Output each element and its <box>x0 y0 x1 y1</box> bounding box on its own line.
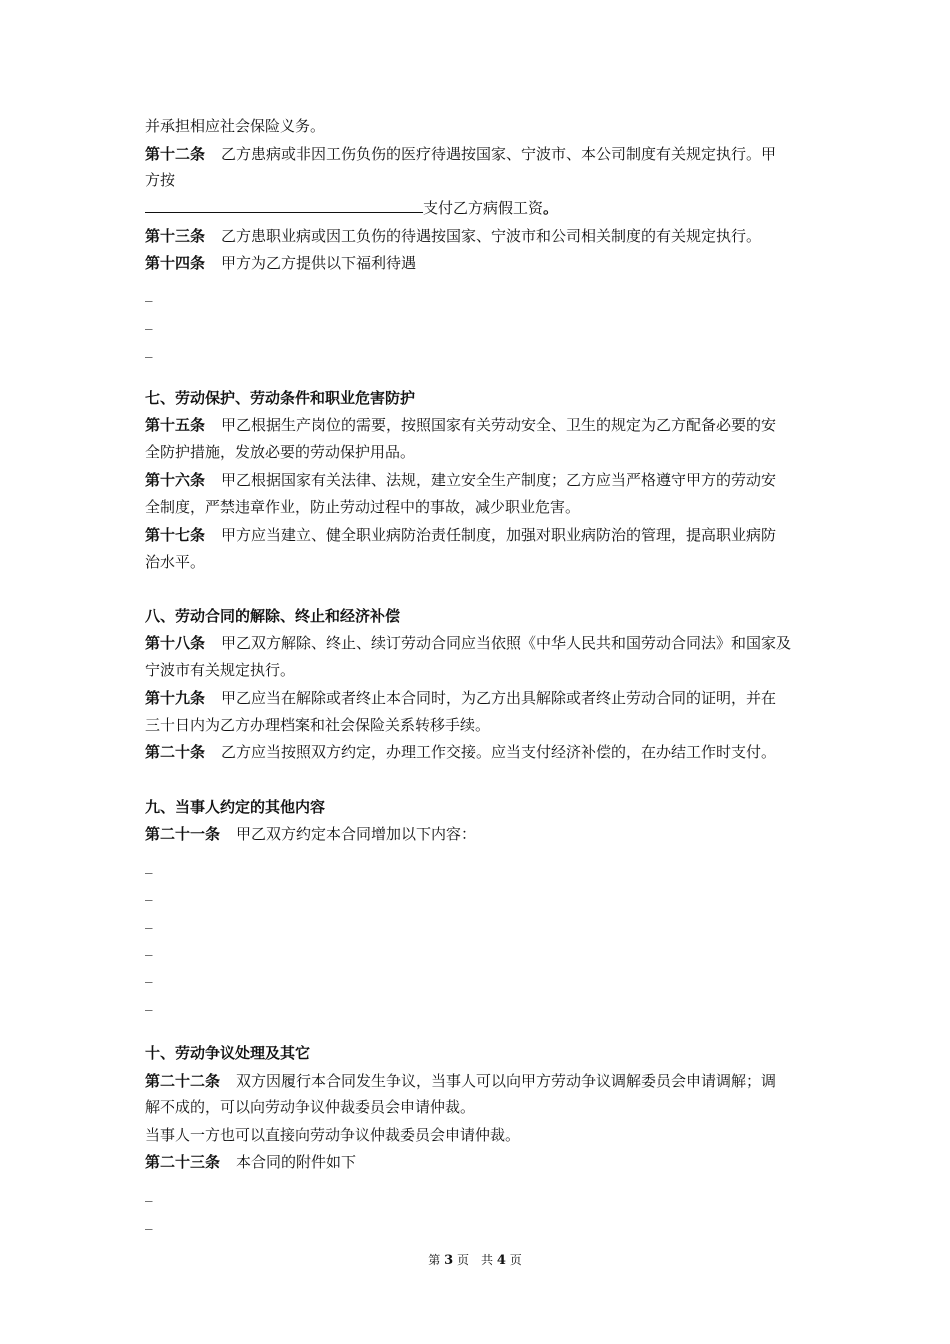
article-text: 甲乙根据国家有关法律、法规，建立安全生产制度；乙方应当严格遵守甲方的劳动安 <box>221 471 777 489</box>
article-label: 第十五条 <box>145 416 206 434</box>
text: 方按 <box>145 171 176 189</box>
text: 宁波市有关规定执行。 <box>145 661 296 679</box>
article-label: 第十二条 <box>145 145 206 163</box>
article-label: 第十八条 <box>145 634 206 652</box>
blank-item: _ <box>145 965 153 983</box>
article-text: 乙方患病或非因工伤负伤的医疗待遇按国家、宁波市、本公司制度有关规定执行。甲 <box>221 145 777 163</box>
paragraph-line <box>145 1125 815 1145</box>
section-heading: 九、当事人约定的其他内容 <box>145 798 326 816</box>
blank-item: _ <box>145 340 153 358</box>
text: 当事人一方也可以直接向劳动争议仲裁委员会申请仲裁。 <box>145 1126 521 1144</box>
article-label: 第二十条 <box>145 743 206 761</box>
paragraph-line <box>145 116 815 136</box>
blank-item: _ <box>145 1184 153 1202</box>
section-heading: 七、劳动保护、劳动条件和职业危害防护 <box>145 389 416 407</box>
section-heading: 八、劳动合同的解除、终止和经济补偿 <box>145 607 401 625</box>
article-label: 第十九条 <box>145 689 206 707</box>
blank-item: _ <box>145 883 153 901</box>
paragraph-line <box>145 170 815 190</box>
section-heading: 十、劳动争议处理及其它 <box>145 1044 311 1062</box>
footer-prefix: 第 <box>428 1253 441 1267</box>
text: 支付乙方病假工资 <box>423 199 544 217</box>
article-text: 甲方应当建立、健全职业病防治责任制度，加强对职业病防治的管理，提高职业病防 <box>221 526 777 544</box>
total-pages: 4 <box>496 1253 506 1268</box>
blank-field[interactable] <box>145 198 423 213</box>
article-22 <box>145 1071 815 1091</box>
article-15 <box>145 415 815 435</box>
text: 。 <box>543 199 559 217</box>
text: 治水平。 <box>145 553 206 571</box>
footer-suffix: 页 <box>509 1253 522 1267</box>
text: 全制度，严禁违章作业，防止劳动过程中的事故，减少职业危害。 <box>145 498 581 516</box>
article-text: 甲乙双方解除、终止、续订劳动合同应当依照《中华人民共和国劳动合同法》和国家及 <box>221 634 792 652</box>
footer-mid: 页 共 <box>456 1253 493 1267</box>
article-14 <box>145 253 815 273</box>
article-13 <box>145 226 815 246</box>
article-text: 乙方应当按照双方约定，办理工作交接。应当支付经济补偿的，在办结工作时支付。 <box>221 743 777 761</box>
text: 解不成的，可以向劳动争议仲裁委员会申请仲裁。 <box>145 1098 476 1116</box>
blank-item: _ <box>145 911 153 929</box>
article-text: 双方因履行本合同发生争议，当事人可以向甲方劳动争议调解委员会申请调解；调 <box>236 1072 777 1090</box>
article-19 <box>145 688 815 708</box>
blank-item: _ <box>145 1212 153 1230</box>
article-label: 第十七条 <box>145 526 206 544</box>
page-footer <box>0 1251 950 1268</box>
article-text: 甲乙应当在解除或者终止本合同时，为乙方出具解除或者终止劳动合同的证明，并在 <box>221 689 777 707</box>
article-16 <box>145 470 815 490</box>
article-20 <box>145 742 815 762</box>
article-label: 第二十二条 <box>145 1072 221 1090</box>
article-label: 第二十一条 <box>145 825 221 843</box>
article-text: 甲乙根据生产岗位的需要，按照国家有关劳动安全、卫生的规定为乙方配备必要的安 <box>221 416 777 434</box>
blank-item: _ <box>145 312 153 330</box>
text: 全防护措施，发放必要的劳动保护用品。 <box>145 443 416 461</box>
paragraph-line <box>145 1097 815 1117</box>
article-21 <box>145 824 815 844</box>
blank-item: _ <box>145 856 153 874</box>
blank-item: _ <box>145 938 153 956</box>
blank-item: _ <box>145 993 153 1011</box>
article-text: 甲乙双方约定本合同增加以下内容： <box>236 825 477 843</box>
paragraph-line <box>145 497 815 517</box>
blank-item: _ <box>145 284 153 302</box>
article-18 <box>145 633 815 653</box>
article-label: 第十三条 <box>145 227 206 245</box>
paragraph-line <box>145 442 815 462</box>
text: 三十日内为乙方办理档案和社会保险关系转移手续。 <box>145 716 491 734</box>
article-text: 甲方为乙方提供以下福利待遇 <box>221 254 417 272</box>
article-label: 第十四条 <box>145 254 206 272</box>
paragraph-line <box>145 660 815 680</box>
paragraph-line <box>145 552 815 572</box>
text: 并承担相应社会保险义务。 <box>145 117 326 135</box>
article-17 <box>145 525 815 545</box>
article-text: 本合同的附件如下 <box>236 1153 357 1171</box>
page-number: 3 <box>444 1253 454 1268</box>
paragraph-line <box>145 715 815 735</box>
article-12 <box>145 144 815 164</box>
article-23 <box>145 1152 815 1172</box>
fill-in-line <box>145 198 815 218</box>
article-text: 乙方患职业病或因工负伤的待遇按国家、宁波市和公司相关制度的有关规定执行。 <box>221 227 762 245</box>
article-label: 第十六条 <box>145 471 206 489</box>
article-label: 第二十三条 <box>145 1153 221 1171</box>
